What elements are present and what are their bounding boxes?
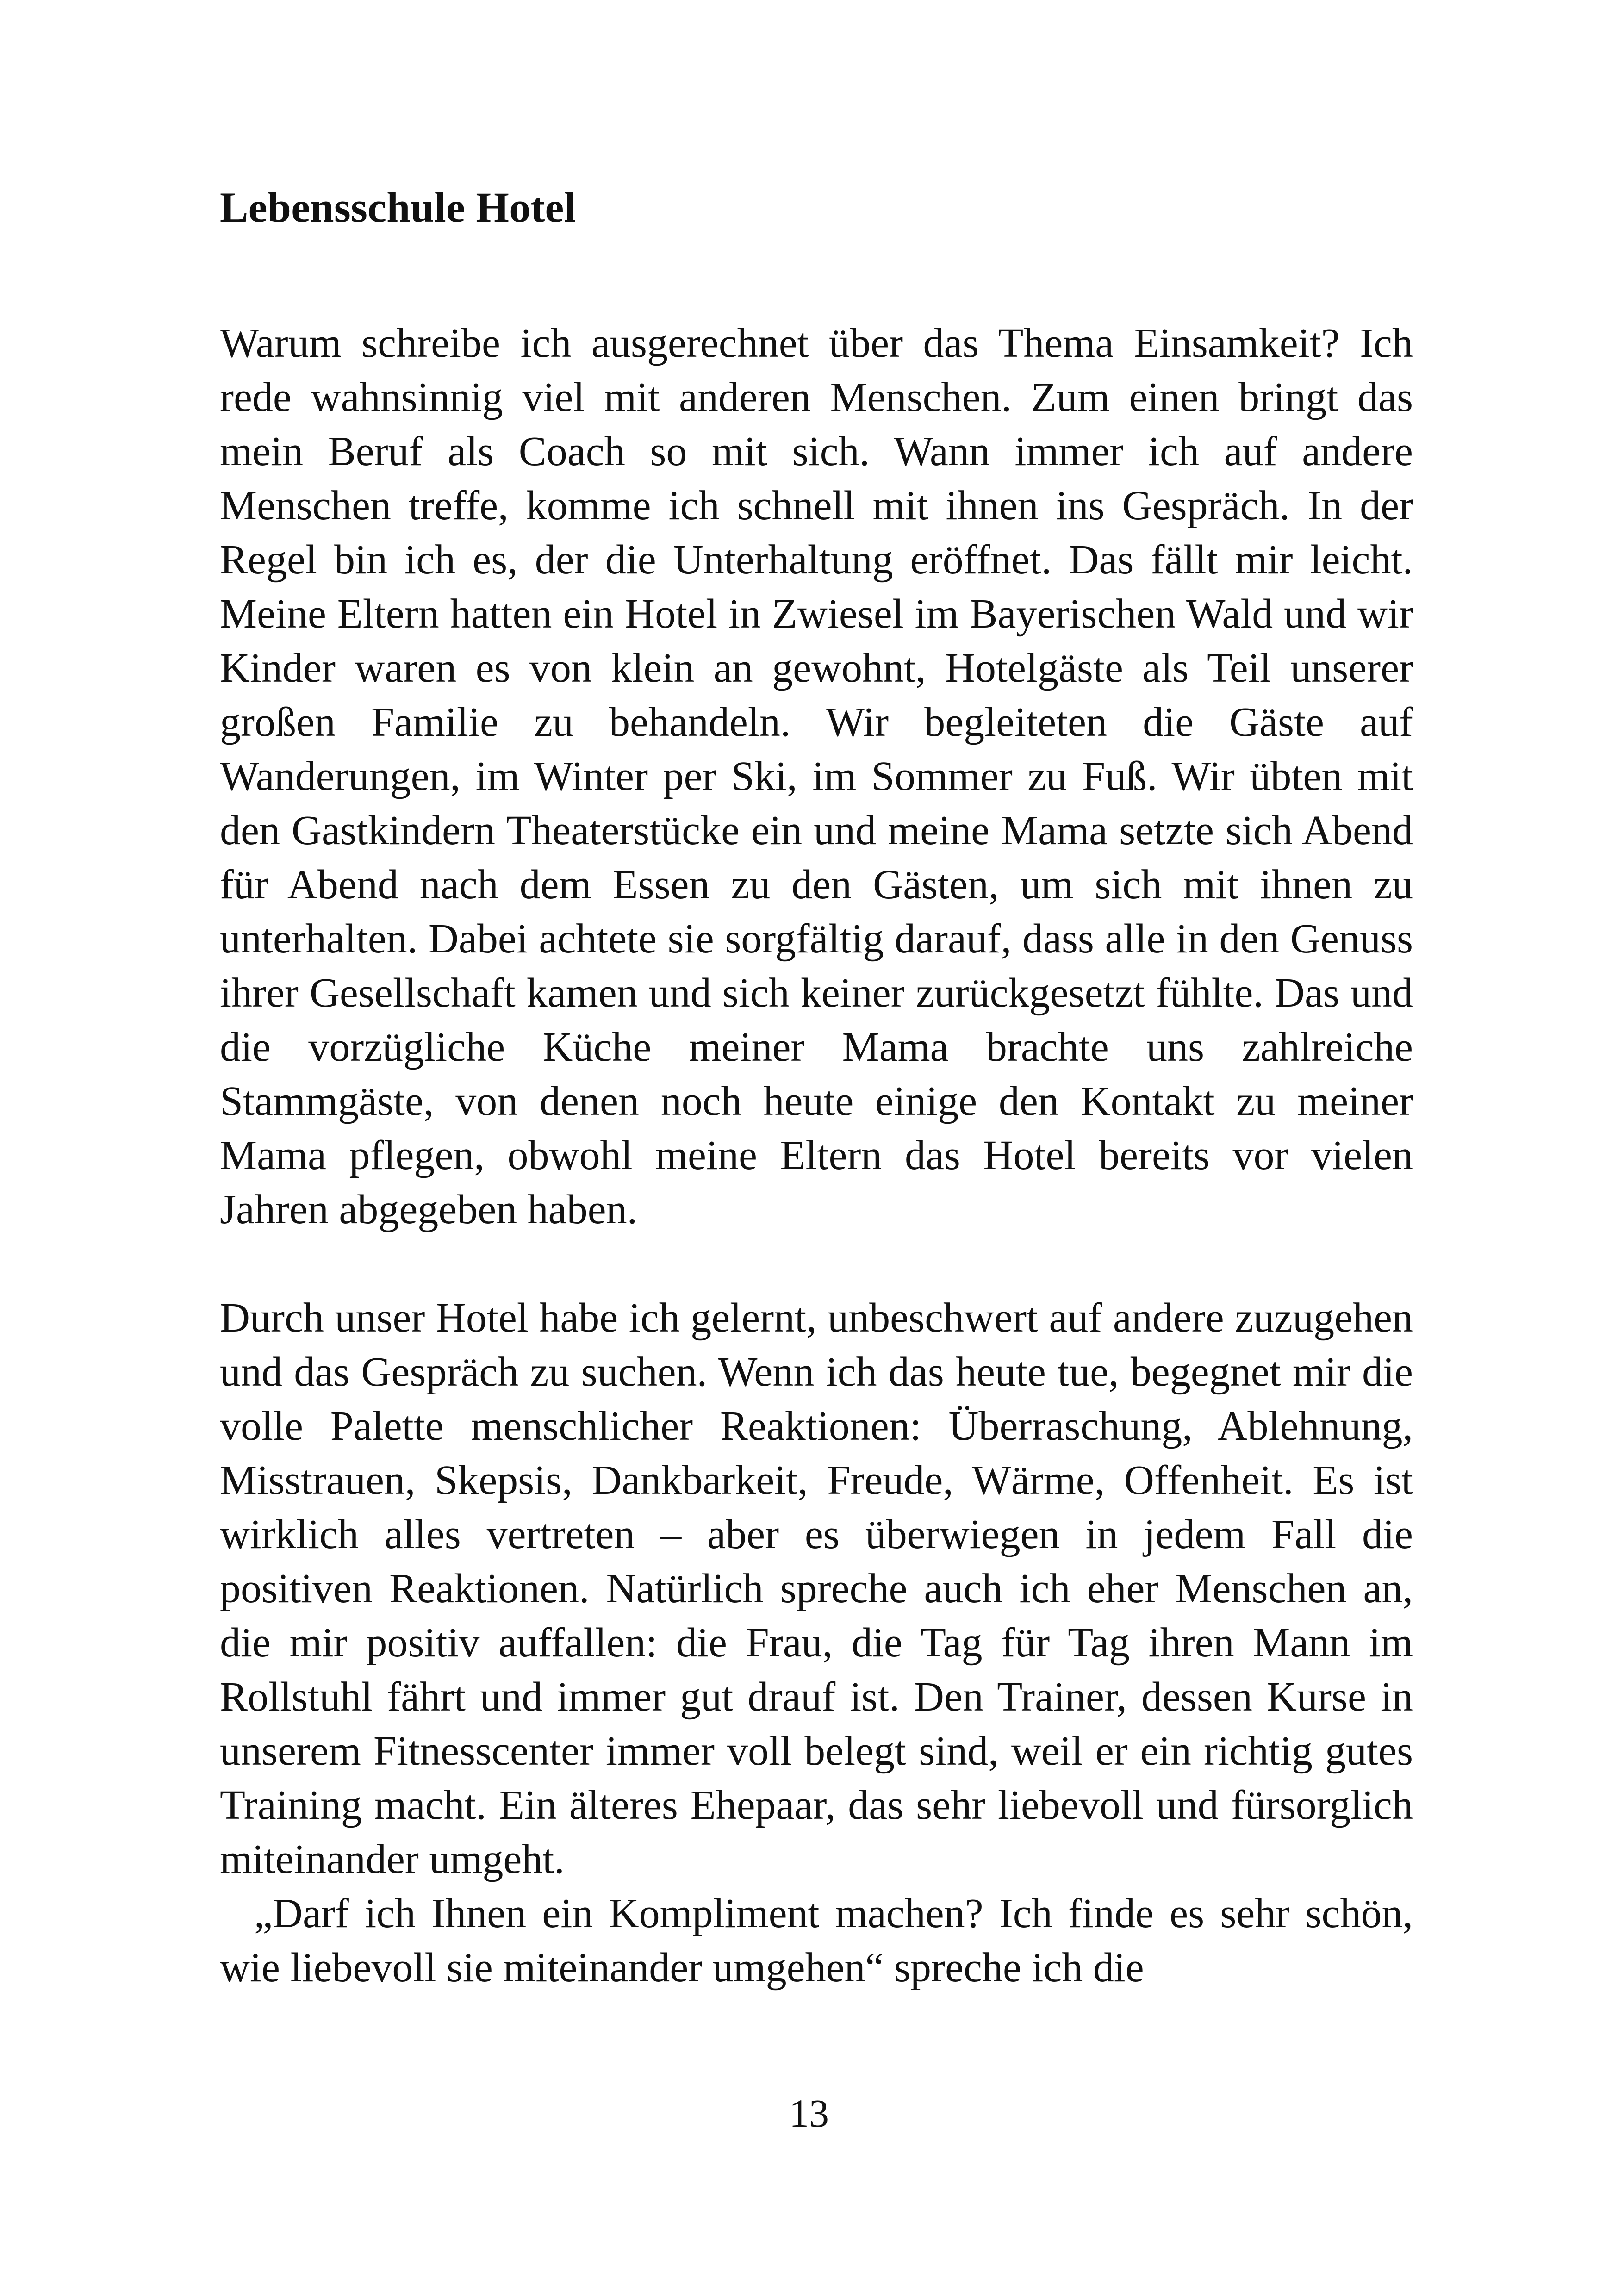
chapter-text	[220, 180, 1413, 1995]
paragraph-reactions: Durch unser Hotel habe ich gelernt, unbeschwert auf andere zuzugehen und das Gespräch zu suchen. Wenn ich das heute tue, begegnet mir die volle Palette menschlicher Reaktionen: Überraschung, Ablehnung, Misstrauen, Skepsis, Dankbarkeit, Freude, Wärme, Offenheit. Es ist wirklich alles vertreten – aber es überwiegen in jedem Fall die positiven Reaktionen. Natürlich spreche auch ich eher Menschen an, die mir positiv auffallen: die Frau, die Tag für Tag ihren Mann im Rollstuhl fährt und immer gut drauf ist. Den Trainer, dessen Kurse in unserem Fitnesscenter immer voll belegt sind, weil er ein richtig gutes Training macht. Ein älteres Ehepaar, das sehr liebevoll und fürsorglich miteinander umgeht.	[220, 1295, 1413, 1882]
paragraph-compliment: „Darf ich Ihnen ein Kompliment machen? Ich finde es sehr schön, wie liebevoll sie miteinander umgehen“ spreche ich die	[220, 1891, 1413, 1991]
chapter-title: Lebensschule Hotel	[220, 184, 576, 231]
paragraph-hotel-childhood: Warum schreibe ich ausgerechnet über das Thema Einsamkeit? Ich rede wahnsinnig viel mit anderen Menschen. Zum einen bringt das mein Beruf als Coach so mit sich. Wann immer ich auf andere Menschen treffe, komme ich schnell mit ihnen ins Gespräch. In der Regel bin ich es, der die Unterhaltung eröffnet. Das fällt mir leicht. Meine Eltern hatten ein Hotel in Zwiesel im Bayerischen Wald und wir Kinder waren es von klein an gewohnt, Hotelgäste als Teil unserer großen Familie zu behandeln. Wir begleiteten die Gäste auf Wanderungen, im Winter per Ski, im Sommer zu Fuß. Wir übten mit den Gastkindern Theaterstücke ein und meine Mama setzte sich Abend für Abend nach dem Essen zu den Gästen, um sich mit ihnen zu unterhalten. Dabei achtete sie sorgfältig darauf, dass alle in den Genuss ihrer Gesellschaft kamen und sich keiner zurückgesetzt fühlte. Das und die vorzügliche Küche meiner Mama brachte uns zahlreiche Stammgäste, von denen noch heute einige den Kontakt zu meiner Mama pflegen, obwohl meine Eltern das Hotel bereits vor vielen Jahren abgegeben haben.	[220, 320, 1413, 1232]
page-number: 13	[789, 2091, 829, 2135]
